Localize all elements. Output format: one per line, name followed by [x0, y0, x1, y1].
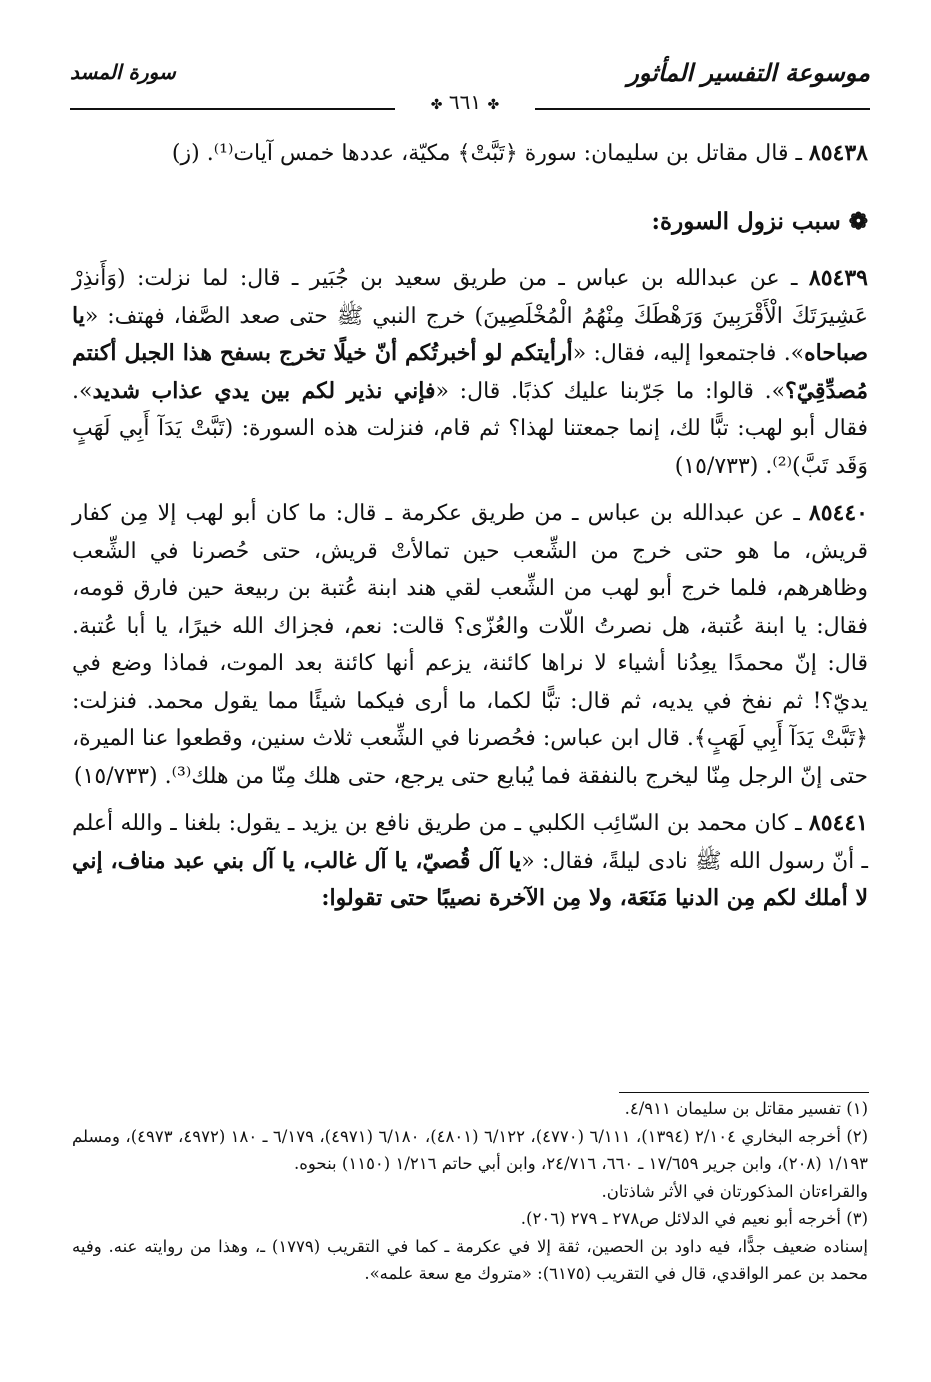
main-text	[72, 135, 868, 928]
narration-text: ». فاجتمعوا إليه، فقال: «	[572, 341, 805, 366]
footnote: (٢) أخرجه البخاري ٢/١٠٤ (١٣٩٤)، ٦/١١١ (٤٧٧٠)، ٦/١٢٢ (٤٨٠١)، ٦/١٨٠ (٤٩٧١)، ٦/١٧٩ ـ ١٨٠ (٤٩٧٢، ٤٩٧٣)، ومسلم ١/١٩٣ (٢٠٨)، وابن جرير ١٧/٦٥٩ ـ ٦٦٠، ٢٤/٧١٦، وابن أبي حاتم ١/٢١٦ (١١٥٠) بنحوه.	[72, 1126, 869, 1173]
narration-text: ـ عن عبدالله بن عباس ـ من طريق عكرمة ـ قال: ما كان أبو لهب إلا مِن كفار قريش، ما هو حتى خرج من الشِّعب حين تمالأتْ قريش، حتى حُصرنا في الشِّعب وظاهرهم، فلما خرج أبو لهب من الشِّعب لقي هند ابنة عُتبة بن ربيعة حين فارق قومه، فقال: يا ابنة عُتبة، هل نصرتُ اللّات والعُزّى؟ قالت: نعم، فجزاك الله خيرًا، يا أبا عُتبة. قال: إنّ محمدًا يعِدُنا أشياء لا نراها كائنة، يزعم أنها كائنة بعد الموت، فماذا وضع في يديّ؟! ثم نفخ في يديه، ثم قال: تبًّا لكما، ما أرى فيكما شيئًا مما يقول محمد. فنزلت: ﴿تَبَّتْ يَدَآ أَبِي لَهَبٍ﴾. قال ابن عباس: فحُصرنا في الشِّعب ثلاث سنين، وقطعوا عنا الميرة، حتى إنّ الرجل مِنّا ليخرج بالنفقة فما يُبايع حتى يرجع، حتى هلك مِنّا من هلك⁽³⁾. (١٥/٧٣٣)	[72, 501, 868, 789]
hadith-quote: أرأيتكم لو أخبرتُكم أنّ خيلًا تخرج بسفح هذا الجبل أكنتم مُصدِّقِيّ؟	[72, 340, 868, 404]
narration-number: ٨٥٤٣٨	[808, 140, 868, 166]
page-number-box	[395, 90, 535, 114]
footnote: (٣) أخرجه أبو نعيم في الدلائل ص٢٧٨ ـ ٢٧٩ (٢٠٦).	[520, 1209, 868, 1228]
hadith-quote: يا صباحاه	[72, 302, 869, 366]
narration-text: ـ قال مقاتل بن سليمان: سورة ﴿تَبَّتْ﴾ مكيّة، عددها خمس آيات⁽¹⁾. (ز)	[171, 141, 802, 166]
footnotes	[72, 1095, 868, 1288]
narration-text: ». فقال أبو لهب: تبًّا لك، إنما جمعتنا لهذا؟ ثم قام، فنزلت هذه السورة: (تَبَّتْ يَدَآ أَبِي لَهَبٍ وَقَد تَبَّ)⁽²⁾. (١٥/٧٣٣)	[72, 378, 868, 479]
narration-text: ». قالوا: ما جَرّبنا عليك كذبًا. قال: «	[435, 378, 786, 404]
section-heading: ❁ سبب نزول السورة:	[651, 207, 868, 235]
narration-number: ٨٥٤٤١	[808, 810, 868, 836]
narration-paragraph	[72, 805, 868, 918]
narration-paragraph	[72, 260, 868, 485]
page-number: ٦٦١	[448, 90, 482, 114]
narration-number: ٨٥٤٤٠	[808, 500, 868, 526]
ornament-icon: ✤	[430, 97, 443, 113]
footnote: والقراءتان المذكورتان في الأثر شاذتان.	[601, 1181, 868, 1201]
narration-text: ـ كان محمد بن السّائِب الكلبي ـ من طريق نافع بن يزيد ـ يقول: بلغنا ـ والله أعلم ـ أنّ رسول الله ﷺ نادى ليلةً، فقال: «	[72, 811, 868, 874]
hadith-quote: فإني نذير لكم بين يدي عذاب شديد	[92, 377, 436, 404]
book-title: موسوعة التفسير المأثور	[627, 58, 870, 87]
narration-paragraph	[72, 135, 868, 173]
ornament-icon: ✤	[487, 97, 500, 113]
footnote-rule	[619, 1092, 869, 1093]
narration-paragraph	[72, 495, 868, 795]
footnote: إسناده ضعيف جدًّا، فيه داود بن الحصين، ثقة إلا في عكرمة ـ كما في التقريب (١٧٧٩) ـ، وهذا من روايته عنه. وفيه محمد بن عمر الواقدي، قال في التقريب (٦١٧٥): «متروك مع سعة علمه».	[72, 1236, 868, 1283]
hadith-quote: يا آل قُصيّ، يا آل غالب، يا آل بني عبد مناف، إني لا أملك لكم مِن الدنيا مَنَعَة، ولا مِن الآخرة نصيبًا حتى تقولوا:	[72, 847, 868, 911]
narration-number: ٨٥٤٣٩	[808, 265, 868, 291]
narration-text: ـ عن عبدالله بن عباس ـ من طريق سعيد بن جُبَير ـ قال: لما نزلت: (وَأَنذِرْ عَشِيرَتَكَ الْأَقْرَبِينَ وَرَهْطَكَ مِنْهُمُ الْمُخْلَصِينَ) خرج النبي ﷺ حتى صعد الصَّفا، فهتف: «	[72, 266, 868, 329]
footnote: (١) تفسير مقاتل بن سليمان ٤/٩١١.	[624, 1099, 868, 1118]
surah-title: سورة المسد	[70, 60, 176, 84]
